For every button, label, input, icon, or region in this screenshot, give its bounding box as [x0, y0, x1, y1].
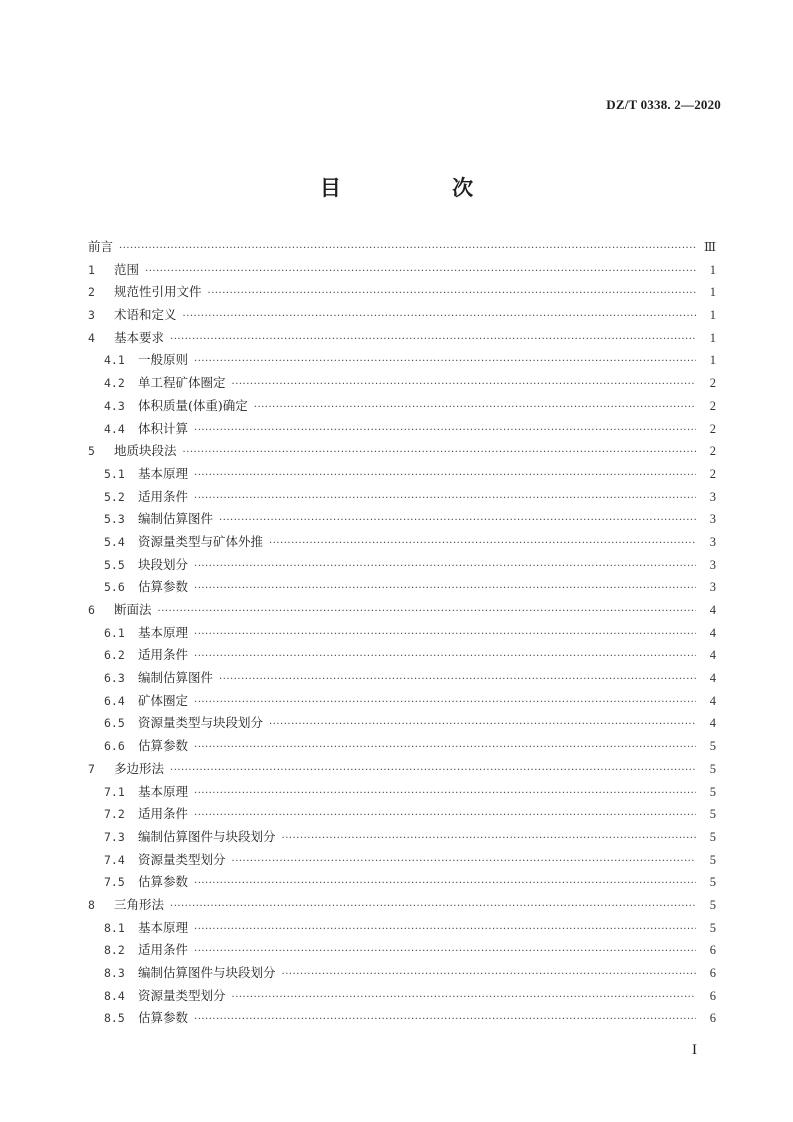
toc-leader-dots: [119, 238, 696, 261]
toc-entry-title: 适用条件: [138, 942, 189, 958]
toc-entry[interactable]: [88, 349, 716, 372]
toc-entry[interactable]: [88, 690, 716, 713]
toc-entry-page: 5: [709, 784, 716, 799]
toc-entry-title: 基本原理: [138, 783, 189, 799]
toc-entry-title: 基本原理: [138, 465, 189, 481]
toc-entry-title: 资源量类型划分: [138, 851, 226, 867]
toc-entry-page: 4: [709, 693, 716, 708]
toc-entry-number: 7.3: [104, 829, 125, 844]
toc-leader-dots: [194, 737, 696, 760]
toc-entry-title: 适用条件: [138, 488, 189, 504]
toc-entry[interactable]: [88, 372, 716, 395]
toc-entry-number: 8.1: [104, 920, 125, 935]
toc-entry-number: 6.6: [104, 739, 125, 754]
toc-leader-dots: [254, 397, 696, 420]
toc-entry-page: 6: [709, 966, 716, 980]
toc-entry-number: 8.3: [104, 966, 125, 980]
toc-entry-title: 估算参数: [138, 874, 189, 890]
toc-entry-number: 6.2: [104, 648, 125, 663]
toc-entry-number: 5.3: [104, 512, 125, 527]
toc-entry-title: 范围: [114, 261, 140, 277]
toc-leader-dots: [170, 896, 696, 919]
page-number: I: [692, 1042, 697, 1058]
toc-entry-page: 4: [709, 716, 716, 731]
toc-entry-number: 7.4: [104, 852, 125, 867]
toc-entry-page: 2: [709, 376, 716, 391]
toc-leader-dots: [232, 374, 696, 397]
toc-entry[interactable]: [88, 985, 716, 1008]
toc-leader-dots: [232, 987, 696, 1010]
toc-entry-title: 估算参数: [138, 1010, 189, 1026]
toc-entry-number: 4.4: [104, 421, 125, 436]
toc-entry[interactable]: [88, 1007, 716, 1030]
toc-entry-page: 1: [709, 285, 716, 300]
toc-entry-page: 2: [709, 398, 716, 413]
toc-entry-number: 2: [88, 285, 95, 300]
toc-entry-number: 5.6: [104, 580, 125, 595]
toc-leader-dots: [194, 465, 696, 488]
toc-leader-dots: [269, 714, 696, 737]
toc-entry-title: 断面法: [114, 602, 152, 617]
toc-entry-page: 1: [709, 308, 716, 323]
toc-entry[interactable]: [88, 531, 716, 554]
toc-entry[interactable]: [88, 508, 716, 531]
toc-entry[interactable]: [88, 622, 716, 645]
table-of-contents: [88, 236, 716, 1030]
toc-leader-dots: [208, 283, 696, 306]
toc-entry-title: 前言: [88, 239, 114, 254]
toc-entry-number: 4.3: [104, 398, 125, 413]
toc-entry-title: 块段划分: [138, 556, 189, 572]
toc-entry-page: 5: [709, 920, 716, 935]
toc-entry-page: 1: [709, 330, 716, 345]
toc-entry[interactable]: [88, 894, 716, 917]
toc-entry[interactable]: [88, 463, 716, 486]
toc-entry-page: 6: [709, 943, 716, 958]
toc-entry[interactable]: [88, 644, 716, 667]
toc-entry-number: 6.4: [104, 693, 125, 708]
toc-entry-number: 6.1: [104, 625, 125, 640]
toc-entry-page: 3: [709, 512, 716, 527]
toc-entry[interactable]: [88, 803, 716, 826]
toc-entry[interactable]: [88, 554, 716, 577]
toc-entry-number: 8.5: [104, 1011, 125, 1026]
toc-leader-dots: [194, 488, 696, 511]
toc-entry-title: 单工程矿体圈定: [138, 375, 226, 391]
toc-leader-dots: [194, 873, 696, 896]
toc-leader-dots: [194, 919, 696, 942]
toc-entry-page: 2: [709, 444, 716, 459]
toc-entry-number: 8.4: [104, 988, 125, 1003]
toc-entry-title: 基本原理: [138, 919, 189, 935]
toc-entry-number: 7: [88, 761, 95, 776]
toc-leader-dots: [194, 420, 696, 443]
toc-entry-page: 4: [709, 648, 716, 663]
toc-leader-dots: [219, 669, 696, 692]
toc-entry[interactable]: [88, 599, 716, 622]
toc-leader-dots: [194, 624, 696, 647]
standard-code: DZ/T 0338. 2—2020: [606, 97, 721, 112]
toc-entry-title: 编制估算图件: [138, 670, 214, 686]
toc-entry-title: 资源量类型与矿体外推: [138, 533, 264, 549]
toc-entry-number: 5.4: [104, 534, 125, 549]
toc-entry-page: Ⅲ: [703, 240, 716, 254]
toc-entry-page: 2: [709, 466, 716, 481]
toc-entry-page: 1: [709, 353, 716, 368]
toc-entry-number: 6.3: [104, 671, 125, 686]
toc-leader-dots: [183, 442, 696, 465]
toc-entry[interactable]: [88, 440, 716, 463]
toc-entry-number: 6: [88, 603, 95, 617]
toc-entry-title: 编制估算图件与块段划分: [138, 965, 276, 980]
toc-entry-page: 3: [709, 557, 716, 572]
toc-entry-number: 5.5: [104, 557, 125, 572]
toc-entry-title: 多边形法: [114, 760, 165, 776]
toc-entry-number: 7.5: [104, 875, 125, 890]
toc-entry[interactable]: [88, 259, 716, 282]
toc-entry-page: 6: [709, 1011, 716, 1026]
toc-entry-number: 4.1: [104, 353, 125, 368]
toc-entry-number: 5.1: [104, 466, 125, 481]
toc-entry-title: 地质块段法: [114, 443, 177, 459]
toc-entry-number: 1: [88, 262, 95, 277]
toc-entry[interactable]: [88, 395, 716, 418]
toc-leader-dots: [183, 306, 696, 329]
toc-leader-dots: [170, 329, 696, 352]
toc-entry-title: 资源量类型划分: [138, 987, 226, 1003]
toc-entry-title: 资源量类型与块段划分: [138, 715, 264, 731]
toc-entry-title: 术语和定义: [114, 307, 177, 323]
toc-leader-dots: [194, 351, 696, 374]
toc-entry[interactable]: [88, 418, 716, 441]
toc-entry[interactable]: [88, 781, 716, 804]
toc-leader-dots: [194, 578, 696, 601]
toc-entry-page: 2: [709, 421, 716, 436]
toc-leader-dots: [232, 851, 696, 874]
toc-entry-number: 4.2: [104, 376, 125, 391]
toc-leader-dots: [194, 556, 696, 579]
toc-entry-title: 适用条件: [138, 647, 189, 663]
toc-entry-page: 1: [709, 262, 716, 277]
toc-entry[interactable]: [88, 758, 716, 781]
toc-entry-number: 7.1: [104, 784, 125, 799]
toc-entry[interactable]: [88, 849, 716, 872]
toc-entry[interactable]: [88, 304, 716, 327]
toc-entry-page: 6: [709, 988, 716, 1003]
toc-leader-dots: [269, 533, 696, 556]
toc-leader-dots: [194, 646, 696, 669]
toc-entry-number: 8: [88, 897, 95, 912]
toc-leader-dots: [194, 941, 696, 964]
toc-entry-page: 5: [709, 875, 716, 890]
toc-entry-page: 5: [709, 807, 716, 822]
toc-entry[interactable]: [88, 917, 716, 940]
toc-entry-page: 4: [709, 625, 716, 640]
toc-leader-dots: [145, 261, 696, 284]
toc-entry[interactable]: [88, 281, 716, 304]
toc-entry[interactable]: [88, 486, 716, 509]
toc-entry-title: 编制估算图件与块段划分: [138, 828, 276, 844]
toc-entry-page: 5: [709, 852, 716, 867]
toc-entry[interactable]: [88, 871, 716, 894]
toc-entry-page: 5: [709, 829, 716, 844]
toc-entry[interactable]: [88, 939, 716, 962]
toc-entry-title: 体积质量(体重)确定: [138, 397, 248, 413]
toc-leader-dots: [282, 828, 696, 851]
toc-entry-page: 5: [709, 761, 716, 776]
toc-entry-page: 5: [709, 897, 716, 912]
toc-entry-title: 三角形法: [114, 896, 165, 912]
toc-entry[interactable]: [88, 576, 716, 599]
toc-entry[interactable]: [88, 962, 716, 985]
toc-entry-page: 5: [709, 739, 716, 754]
toc-entry-number: 3: [88, 308, 95, 323]
toc-leader-dots: [158, 601, 696, 624]
toc-entry-page: 3: [709, 534, 716, 549]
toc-leader-dots: [282, 964, 696, 987]
toc-entry-title: 编制估算图件: [138, 511, 214, 527]
toc-entry-title: 体积计算: [138, 420, 189, 436]
toc-entry[interactable]: [88, 826, 716, 849]
toc-entry-title: 估算参数: [138, 579, 189, 595]
toc-entry-number: 6.5: [104, 716, 125, 731]
toc-entry[interactable]: [88, 735, 716, 758]
toc-entry-number: 7.2: [104, 807, 125, 822]
toc-entry-title: 适用条件: [138, 806, 189, 822]
toc-entry-number: 4: [88, 330, 95, 345]
toc-leader-dots: [194, 805, 696, 828]
toc-entry-page: 3: [709, 580, 716, 595]
toc-leader-dots: [194, 783, 696, 806]
toc-leader-dots: [219, 510, 696, 533]
toc-leader-dots: [194, 692, 696, 715]
toc-entry[interactable]: [88, 667, 716, 690]
toc-entry-page: 4: [709, 671, 716, 686]
toc-entry-number: 8.2: [104, 943, 125, 958]
toc-entry-title: 一般原则: [138, 352, 189, 368]
toc-entry-title: 规范性引用文件: [114, 284, 202, 300]
toc-entry-title: 矿体圈定: [138, 692, 189, 708]
toc-entry-title: 基本原理: [138, 624, 189, 640]
page-title: 目 次: [319, 175, 526, 200]
toc-entry-page: 4: [709, 603, 716, 617]
toc-entry[interactable]: [88, 712, 716, 735]
toc-entry-title: 估算参数: [138, 738, 189, 754]
toc-leader-dots: [170, 760, 696, 783]
toc-entry-number: 5.2: [104, 489, 125, 504]
toc-leader-dots: [194, 1009, 696, 1032]
toc-entry-page: 3: [709, 489, 716, 504]
toc-entry-number: 5: [88, 444, 95, 459]
toc-entry-title: 基本要求: [114, 329, 165, 345]
toc-entry[interactable]: [88, 327, 716, 350]
toc-entry[interactable]: [88, 236, 716, 259]
